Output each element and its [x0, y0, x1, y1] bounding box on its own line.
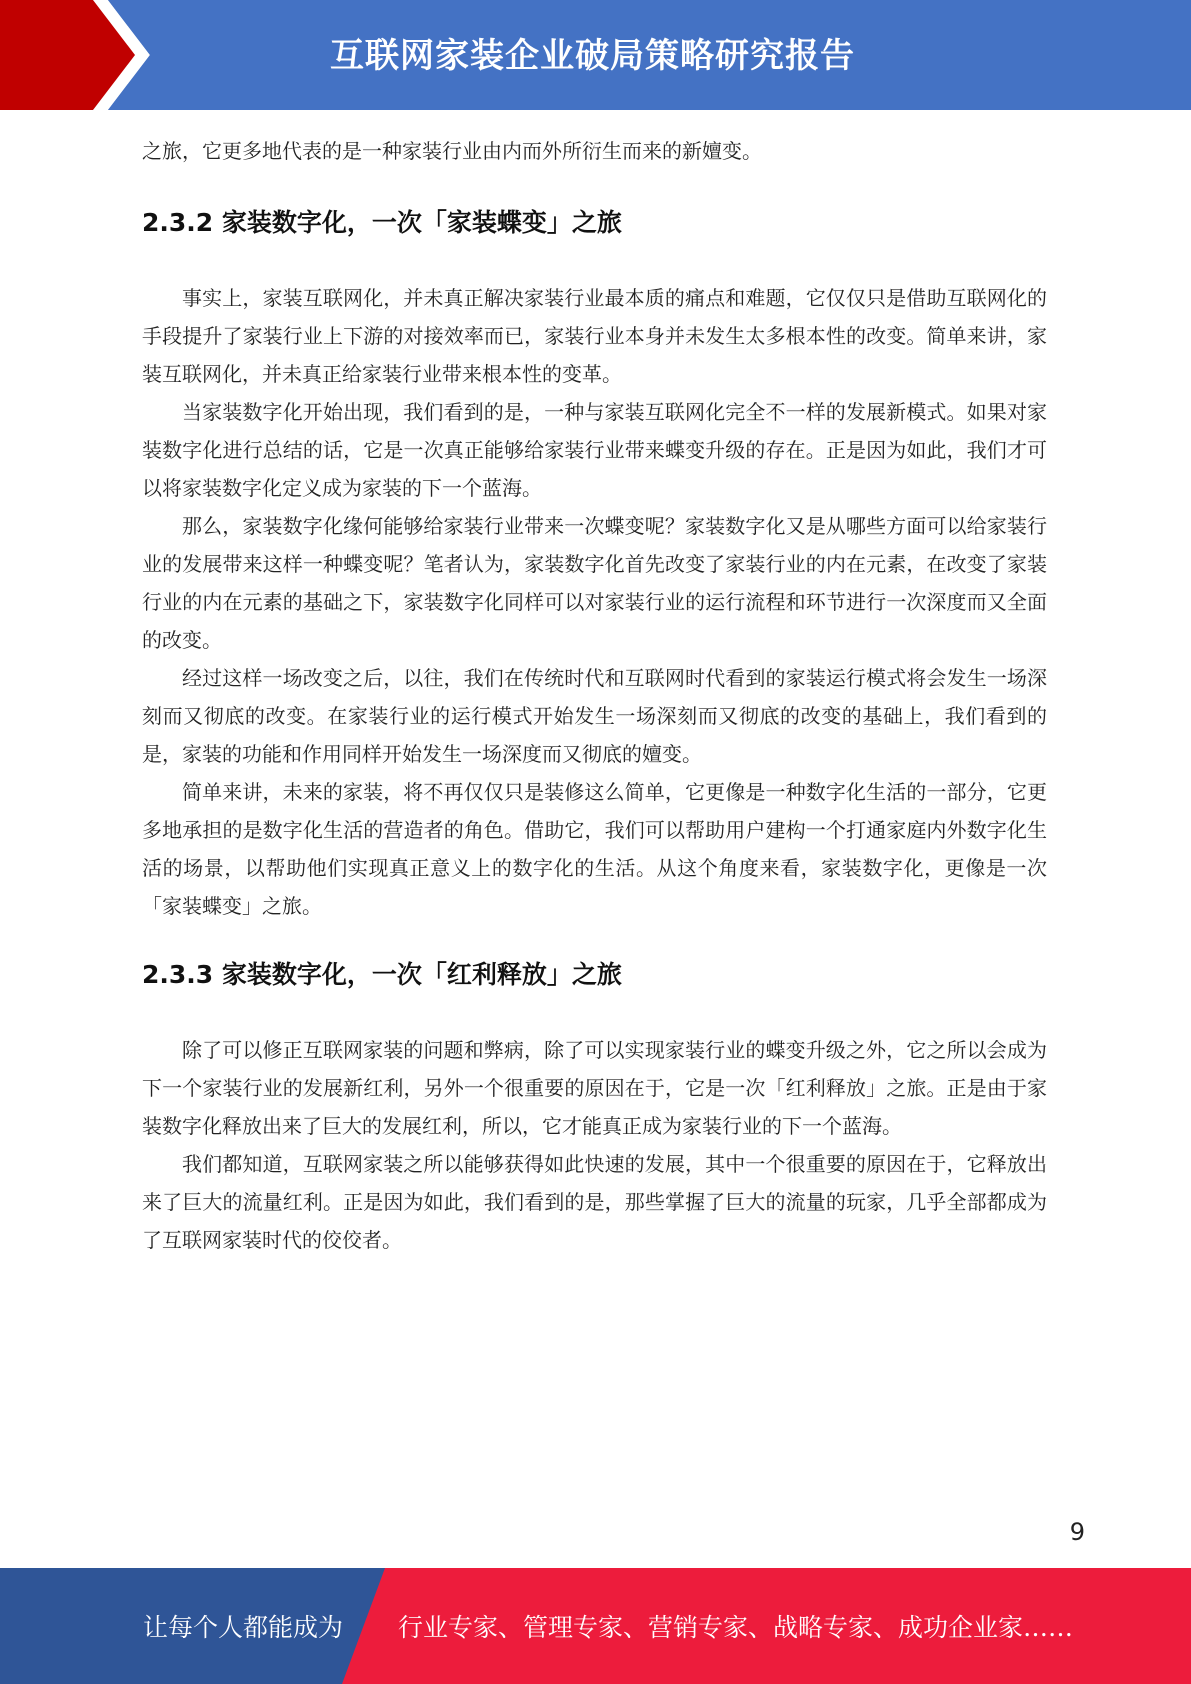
section-heading-2-3-3: 2.3.3 家装数字化，一次「红利释放」之旅 [142, 960, 622, 989]
page-footer [0, 1568, 1191, 1684]
paragraph: 那么，家装数字化缘何能够给家装行业带来一次蝶变呢？家装数字化又是从哪些方面可以给家装行业的发展带来这样一种蝶变呢？笔者认为，家装数字化首先改变了家装行业的内在元素，在改变了家装行业的内在元素的基础之下，家装数字化同样可以对家装行业的运行流程和环节进行一次深度而又全面的改变。 [142, 514, 1047, 652]
section-heading-2-3-2: 2.3.2 家装数字化，一次「家装蝶变」之旅 [142, 208, 622, 237]
footer-slogan-right: 行业专家、管理专家、营销专家、战略专家、成功企业家…… [398, 1613, 1074, 1642]
paragraph: 当家装数字化开始出现，我们看到的是，一种与家装互联网化完全不一样的发展新模式。如果对家装数字化进行总结的话，它是一次真正能够给家装行业带来蝶变升级的存在。正是因为如此，我们才可以将家装数字化定义成为家装的下一个蓝海。 [142, 400, 1047, 500]
report-title: 互联网家装企业破局策略研究报告 [330, 36, 855, 76]
header-arrow-decoration [0, 0, 160, 110]
paragraph: 简单来讲，未来的家装，将不再仅仅只是装修这么简单，它更像是一种数字化生活的一部分，它更多地承担的是数字化生活的营造者的角色。借助它，我们可以帮助用户建构一个打通家庭内外数字化生活的场景，以帮助他们实现真正意义上的数字化的生活。从这个角度来看，家装数字化，更像是一次「家装蝶变」之旅。 [142, 780, 1047, 918]
paragraph: 事实上，家装互联网化，并未真正解决家装行业最本质的痛点和难题，它仅仅只是借助互联网化的手段提升了家装行业上下游的对接效率而已，家装行业本身并未发生太多根本性的改变。简单来讲，家装互联网化，并未真正给家装行业带来根本性的变革。 [142, 286, 1047, 386]
intro-line: 之旅，它更多地代表的是一种家装行业由内而外所衍生而来的新嬗变。 [142, 139, 762, 163]
page-header [0, 0, 1191, 110]
footer-slogan-left: 让每个人都能成为 [143, 1613, 344, 1642]
paragraph: 我们都知道，互联网家装之所以能够获得如此快速的发展，其中一个很重要的原因在于，它释放出来了巨大的流量红利。正是因为如此，我们看到的是，那些掌握了巨大的流量的玩家，几乎全部都成为了互联网家装时代的佼佼者。 [142, 1152, 1047, 1252]
page-number: 9 [1069, 1518, 1085, 1546]
paragraph: 经过这样一场改变之后，以往，我们在传统时代和互联网时代看到的家装运行模式将会发生一场深刻而又彻底的改变。在家装行业的运行模式开始发生一场深刻而又彻底的改变的基础上，我们看到的是，家装的功能和作用同样开始发生一场深度而又彻底的嬗变。 [142, 666, 1047, 766]
paragraph: 除了可以修正互联网家装的问题和弊病，除了可以实现家装行业的蝶变升级之外，它之所以会成为下一个家装行业的发展新红利，另外一个很重要的原因在于，它是一次「红利释放」之旅。正是由于家装数字化释放出来了巨大的发展红利，所以，它才能真正成为家装行业的下一个蓝海。 [142, 1038, 1047, 1138]
document-body [142, 132, 1047, 1259]
